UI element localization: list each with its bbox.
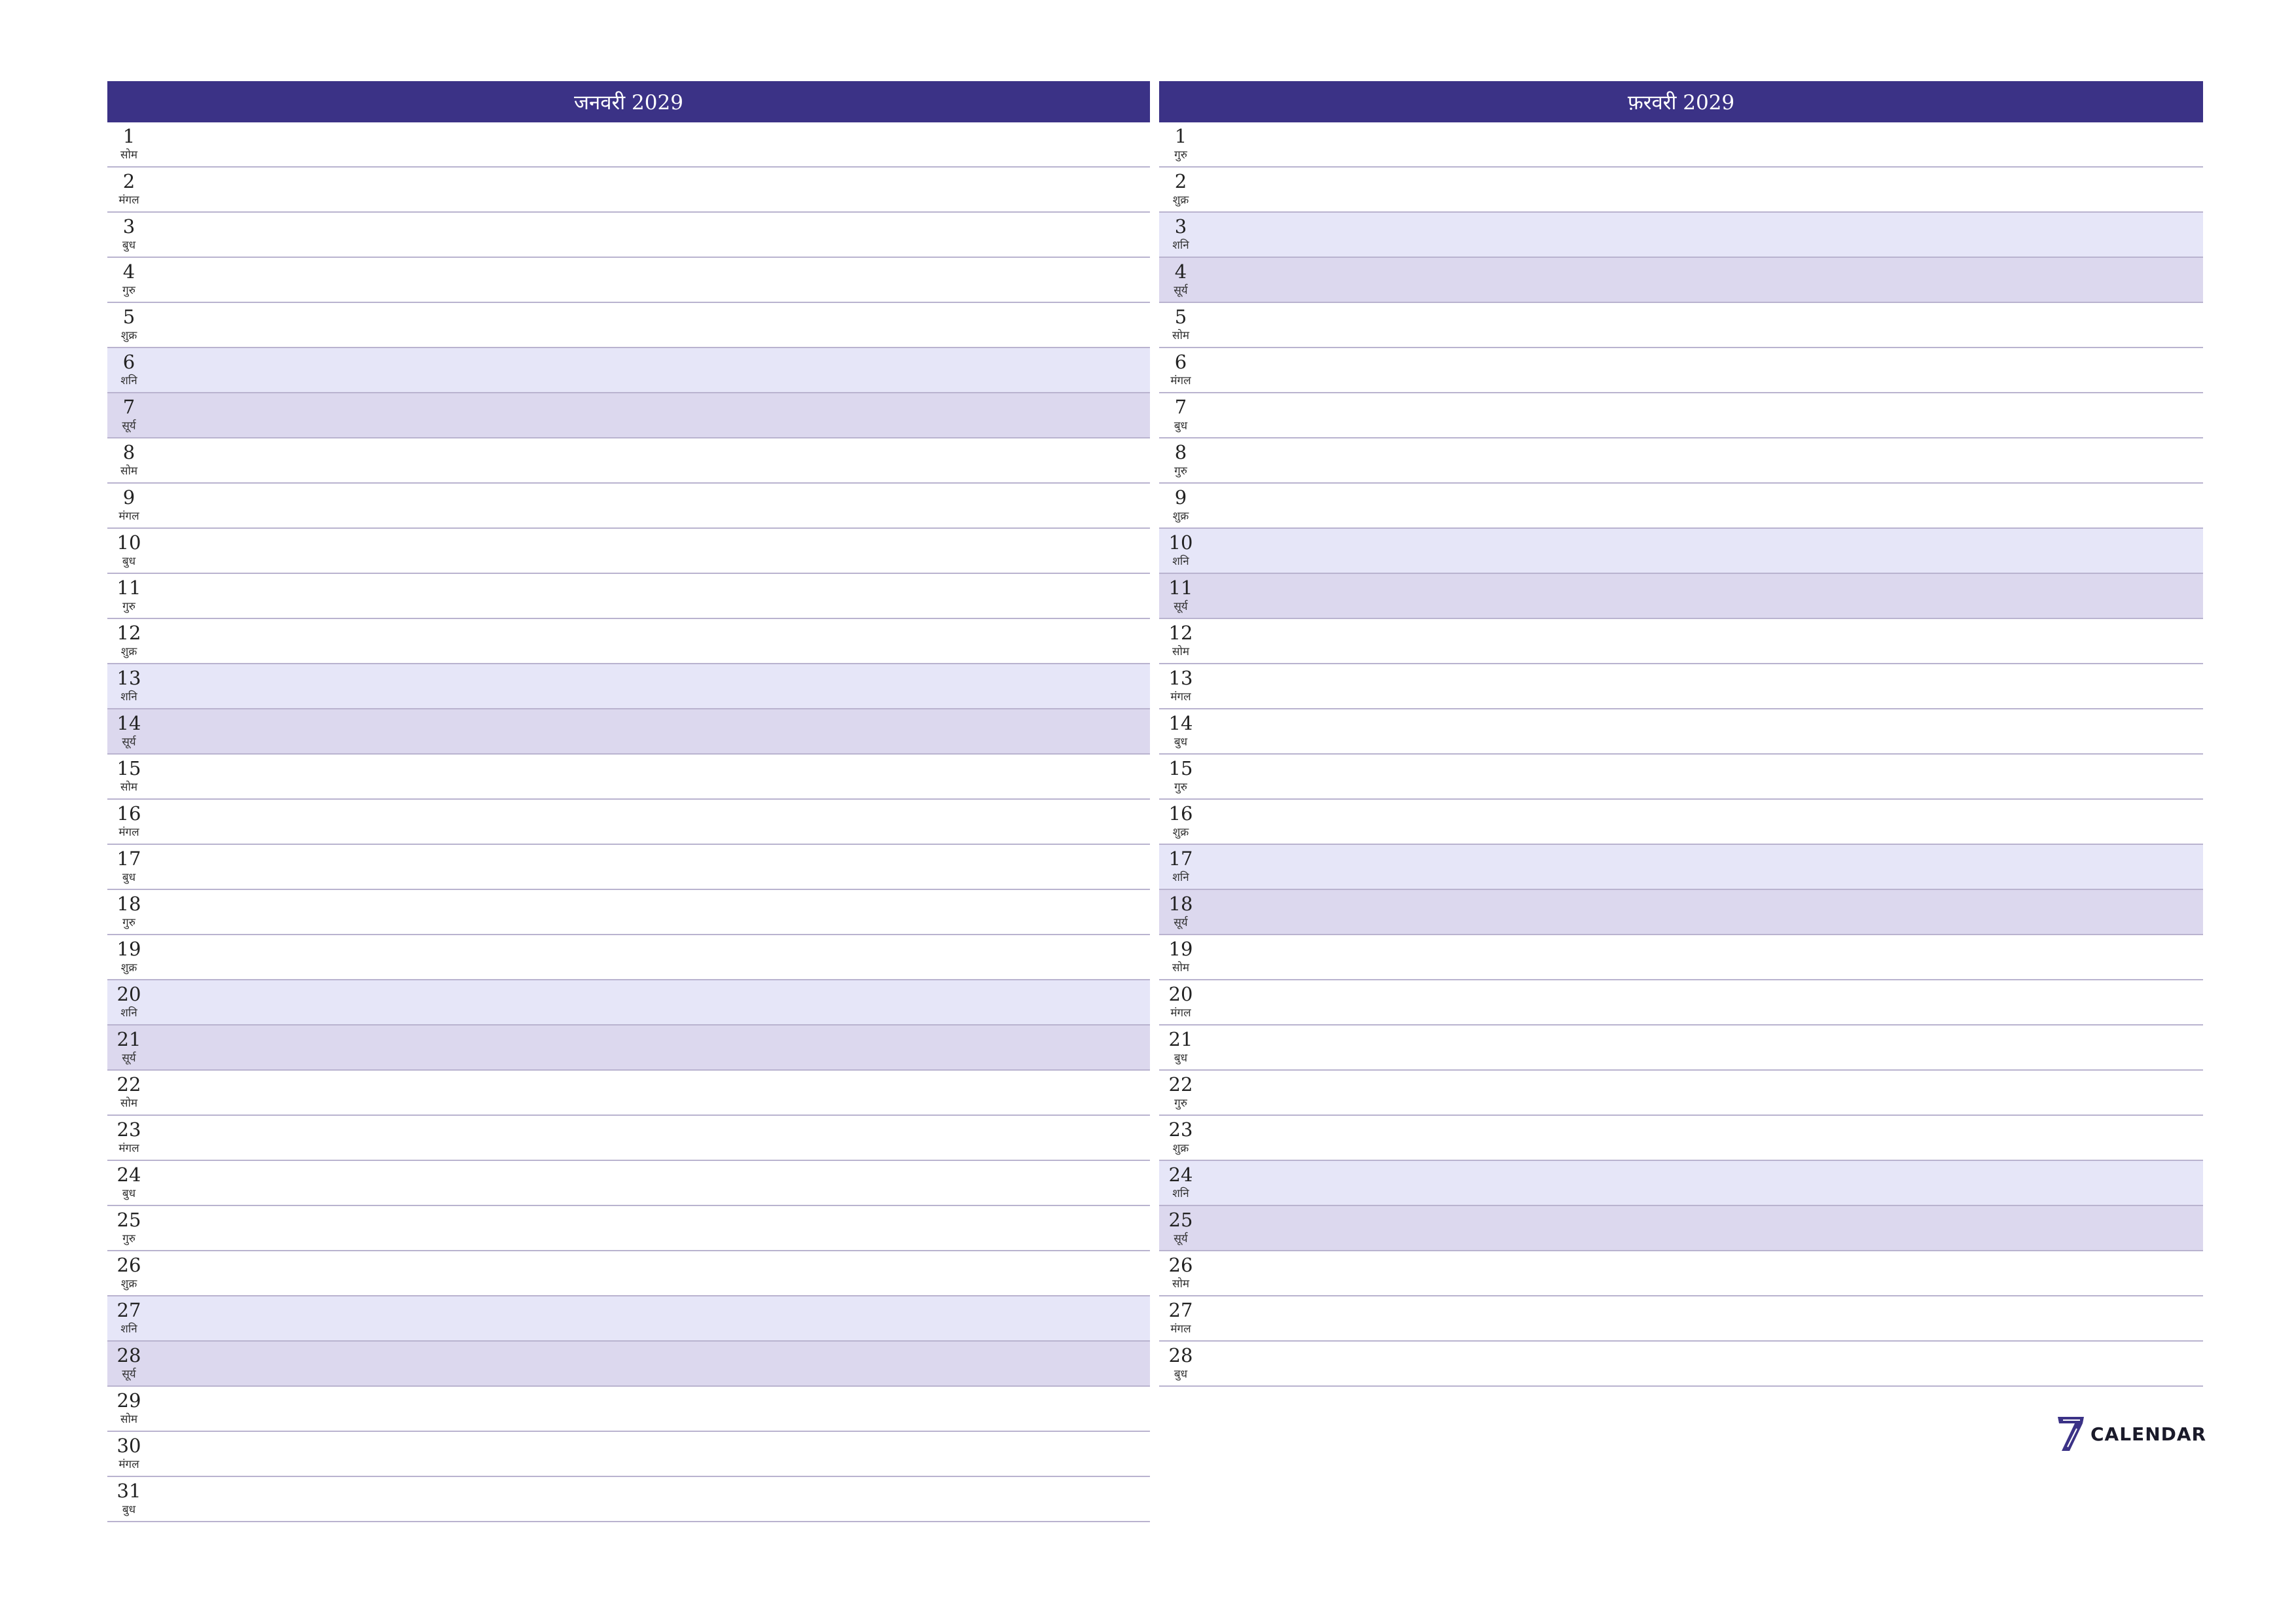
day-row[interactable]: [1159, 258, 2203, 303]
day-row[interactable]: [1159, 393, 2203, 438]
day-number: 14: [1168, 712, 1193, 734]
weekday-name: मंगल: [1170, 1007, 1191, 1020]
day-number: 1: [1174, 125, 1187, 147]
day-number: 24: [117, 1164, 141, 1186]
day-row[interactable]: [107, 1026, 1150, 1071]
month-title: फ़रवरी 2029: [1159, 81, 2203, 122]
day-row[interactable]: [107, 258, 1150, 303]
day-row[interactable]: [1159, 1116, 2203, 1161]
weekday-name: सूर्य: [122, 1368, 136, 1381]
day-row[interactable]: [107, 484, 1150, 529]
day-number: 28: [117, 1344, 141, 1366]
day-row[interactable]: [107, 529, 1150, 574]
day-number: 19: [1168, 938, 1193, 960]
day-row[interactable]: [1159, 890, 2203, 935]
logo-text: CALENDAR: [2090, 1423, 2207, 1445]
seven-logo-icon: [2056, 1416, 2085, 1452]
weekday-name: सूर्य: [1174, 1232, 1188, 1245]
weekday-name: गुरु: [122, 916, 135, 929]
day-number: 1: [122, 125, 135, 147]
day-number: 22: [1168, 1073, 1193, 1096]
day-row[interactable]: [107, 1161, 1150, 1206]
weekday-name: बुध: [1174, 1368, 1188, 1381]
weekday-name: शुक्र: [1172, 510, 1189, 523]
day-row[interactable]: [107, 122, 1150, 168]
day-number: 7: [122, 396, 135, 418]
weekday-name: शुक्र: [120, 1277, 137, 1291]
weekday-name: शनि: [1172, 1187, 1189, 1200]
weekday-name: शुक्र: [1172, 1142, 1189, 1155]
day-row[interactable]: [1159, 1206, 2203, 1251]
day-number: 15: [117, 757, 141, 779]
day-row[interactable]: [1159, 213, 2203, 258]
weekday-name: मंगल: [1170, 1323, 1191, 1336]
day-row[interactable]: [1159, 529, 2203, 574]
day-number: 2: [1174, 170, 1187, 192]
day-number: 12: [117, 622, 141, 644]
day-row[interactable]: [1159, 935, 2203, 980]
day-row[interactable]: [107, 1206, 1150, 1251]
day-row[interactable]: [1159, 303, 2203, 348]
day-number: 10: [117, 531, 141, 554]
day-number: 9: [122, 486, 135, 508]
month-title: जनवरी 2029: [107, 81, 1150, 122]
day-row[interactable]: [107, 935, 1150, 980]
weekday-name: बुध: [122, 239, 136, 252]
day-number: 16: [1168, 802, 1193, 825]
weekday-name: गुरु: [122, 600, 135, 613]
day-number: 31: [117, 1480, 141, 1502]
weekday-name: शुक्र: [120, 329, 137, 342]
weekday-name: सोम: [120, 1097, 138, 1110]
brand-logo[interactable]: [2056, 1416, 2206, 1452]
day-row[interactable]: [107, 1342, 1150, 1387]
weekday-name: सूर्य: [1174, 600, 1188, 613]
month-february: [1159, 81, 2203, 1387]
day-row[interactable]: [107, 303, 1150, 348]
day-row[interactable]: [1159, 1296, 2203, 1342]
day-number: 15: [1168, 757, 1193, 779]
weekday-name: मंगल: [118, 194, 139, 207]
weekday-name: शनि: [1172, 555, 1189, 568]
weekday-name: बुध: [122, 1503, 136, 1516]
day-row[interactable]: [1159, 1342, 2203, 1387]
weekday-name: गुरु: [1174, 781, 1187, 794]
weekday-name: शनि: [1172, 239, 1189, 252]
day-row[interactable]: [1159, 845, 2203, 890]
day-row[interactable]: [107, 890, 1150, 935]
day-list: [1159, 122, 2203, 1387]
day-row[interactable]: [107, 800, 1150, 845]
day-number: 5: [122, 306, 135, 328]
day-row[interactable]: [1159, 800, 2203, 845]
day-row[interactable]: [107, 845, 1150, 890]
day-number: 20: [117, 983, 141, 1005]
weekday-name: गुरु: [1174, 465, 1187, 478]
day-row[interactable]: [107, 168, 1150, 213]
day-row[interactable]: [107, 1251, 1150, 1296]
weekday-name: सोम: [120, 1413, 138, 1426]
day-number: 4: [122, 260, 135, 283]
day-number: 7: [1174, 396, 1187, 418]
day-row[interactable]: [107, 213, 1150, 258]
day-row[interactable]: [107, 1116, 1150, 1161]
weekday-name: बुध: [122, 871, 136, 884]
day-row[interactable]: [1159, 1161, 2203, 1206]
day-number: 3: [122, 215, 135, 238]
weekday-name: बुध: [1174, 419, 1188, 433]
day-row[interactable]: [107, 755, 1150, 800]
day-row[interactable]: [1159, 574, 2203, 619]
weekday-name: बुध: [122, 1187, 136, 1200]
day-row[interactable]: [1159, 664, 2203, 709]
day-row[interactable]: [107, 393, 1150, 438]
day-number: 21: [117, 1028, 141, 1050]
day-number: 23: [1168, 1118, 1193, 1141]
day-number: 17: [117, 847, 141, 870]
day-number: 29: [117, 1389, 141, 1412]
weekday-name: शुक्र: [120, 961, 137, 974]
day-row[interactable]: [1159, 980, 2203, 1026]
weekday-name: शुक्र: [120, 645, 137, 658]
day-number: 17: [1168, 847, 1193, 870]
day-row[interactable]: [1159, 122, 2203, 168]
day-row[interactable]: [107, 1071, 1150, 1116]
weekday-name: गुरु: [122, 284, 135, 297]
day-row[interactable]: [1159, 755, 2203, 800]
weekday-name: सूर्य: [122, 1052, 136, 1065]
weekday-name: सूर्य: [1174, 916, 1188, 929]
day-number: 13: [117, 667, 141, 689]
weekday-name: सोम: [1172, 1277, 1190, 1291]
day-number: 27: [117, 1299, 141, 1321]
weekday-name: सूर्य: [122, 736, 136, 749]
weekday-name: सोम: [1172, 329, 1190, 342]
day-row[interactable]: [107, 348, 1150, 393]
day-number: 11: [1168, 577, 1193, 599]
weekday-name: मंगल: [1170, 374, 1191, 387]
day-number: 20: [1168, 983, 1193, 1005]
weekday-name: बुध: [1174, 736, 1188, 749]
weekday-name: बुध: [1174, 1052, 1188, 1065]
day-number: 12: [1168, 622, 1193, 644]
weekday-name: सोम: [120, 149, 138, 162]
day-number: 22: [117, 1073, 141, 1096]
weekday-name: शुक्र: [1172, 826, 1189, 839]
day-number: 26: [1168, 1254, 1193, 1276]
day-row[interactable]: [1159, 1026, 2203, 1071]
day-number: 18: [117, 893, 141, 915]
day-number: 9: [1174, 486, 1187, 508]
day-row[interactable]: [107, 619, 1150, 664]
day-number: 2: [122, 170, 135, 192]
day-number: 24: [1168, 1164, 1193, 1186]
weekday-name: सोम: [1172, 961, 1190, 974]
day-row[interactable]: [1159, 1071, 2203, 1116]
day-row[interactable]: [107, 980, 1150, 1026]
day-number: 8: [122, 441, 135, 463]
day-number: 27: [1168, 1299, 1193, 1321]
weekday-name: शुक्र: [1172, 194, 1189, 207]
weekday-name: सूर्य: [122, 419, 136, 433]
weekday-name: गुरु: [122, 1232, 135, 1245]
weekday-name: बुध: [122, 555, 136, 568]
day-number: 25: [117, 1209, 141, 1231]
weekday-name: शनि: [1172, 871, 1189, 884]
weekday-name: सोम: [1172, 645, 1190, 658]
day-number: 25: [1168, 1209, 1193, 1231]
day-number: 23: [117, 1118, 141, 1141]
day-number: 5: [1174, 306, 1187, 328]
day-row[interactable]: [107, 1387, 1150, 1432]
weekday-name: शनि: [120, 690, 137, 704]
weekday-name: शनि: [120, 374, 137, 387]
day-number: 4: [1174, 260, 1187, 283]
day-number: 16: [117, 802, 141, 825]
day-row[interactable]: [1159, 348, 2203, 393]
weekday-name: मंगल: [118, 826, 139, 839]
day-row[interactable]: [107, 574, 1150, 619]
day-number: 11: [117, 577, 141, 599]
day-row[interactable]: [107, 1296, 1150, 1342]
weekday-name: मंगल: [1170, 690, 1191, 704]
day-row[interactable]: [1159, 168, 2203, 213]
day-row[interactable]: [107, 438, 1150, 484]
weekday-name: शनि: [120, 1007, 137, 1020]
day-row[interactable]: [107, 709, 1150, 755]
weekday-name: सोम: [120, 781, 138, 794]
day-number: 30: [117, 1435, 141, 1457]
weekday-name: मंगल: [118, 1142, 139, 1155]
day-number: 6: [1174, 351, 1187, 373]
day-number: 21: [1168, 1028, 1193, 1050]
day-row[interactable]: [107, 1432, 1150, 1477]
day-list: [107, 122, 1150, 1522]
day-number: 10: [1168, 531, 1193, 554]
day-number: 3: [1174, 215, 1187, 238]
day-row[interactable]: [1159, 619, 2203, 664]
day-row[interactable]: [107, 664, 1150, 709]
day-number: 14: [117, 712, 141, 734]
day-number: 6: [122, 351, 135, 373]
day-number: 18: [1168, 893, 1193, 915]
weekday-name: शनि: [120, 1323, 137, 1336]
weekday-name: मंगल: [118, 510, 139, 523]
day-number: 13: [1168, 667, 1193, 689]
weekday-name: सूर्य: [1174, 284, 1188, 297]
day-row[interactable]: [1159, 1251, 2203, 1296]
day-number: 28: [1168, 1344, 1193, 1366]
weekday-name: गुरु: [1174, 149, 1187, 162]
month-january: [107, 81, 1150, 1522]
weekday-name: मंगल: [118, 1458, 139, 1471]
weekday-name: गुरु: [1174, 1097, 1187, 1110]
day-number: 19: [117, 938, 141, 960]
day-number: 8: [1174, 441, 1187, 463]
day-number: 26: [117, 1254, 141, 1276]
day-row[interactable]: [1159, 484, 2203, 529]
day-row[interactable]: [107, 1477, 1150, 1522]
weekday-name: सोम: [120, 465, 138, 478]
day-row[interactable]: [1159, 709, 2203, 755]
day-row[interactable]: [1159, 438, 2203, 484]
